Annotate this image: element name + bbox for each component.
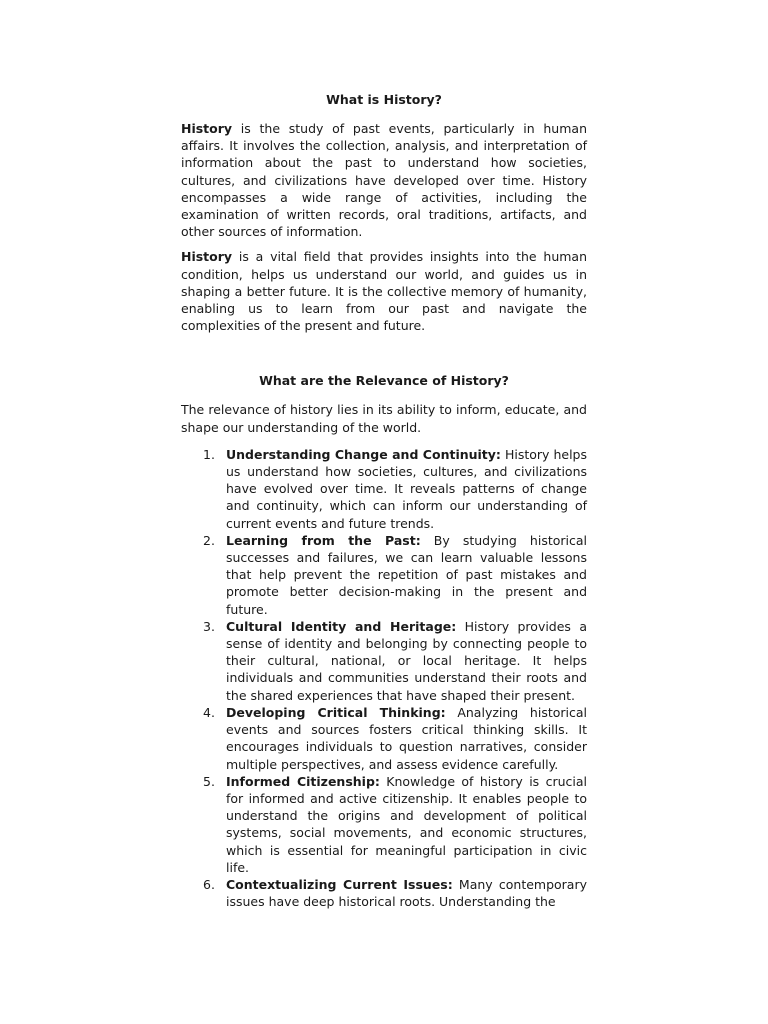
list-item [181,773,587,876]
list-text: Analyzing historical events and sources fosters critical thinking skills. It encourages individuals to question narratives, consider multiple perspectives, and assess evidence carefully. [226,704,587,772]
list-item [181,618,587,704]
list-number: 4. [203,704,215,720]
list-term: Understanding Change and Continuity: [226,446,501,462]
list-term: Contextualizing Current Issues: [226,876,453,892]
relevance-list [181,446,587,910]
list-term: Developing Critical Thinking: [226,704,446,720]
list-item [181,876,587,910]
paragraph-importance [181,248,587,334]
paragraph-text: is a vital field that provides insights into the human condition, helps us understand our world, and guides us in shaping a better future. It is the collective memory of humanity, enabling us to learn from our past and navigate the complexities of the present and future. [181,249,587,334]
list-number: 5. [203,773,215,789]
list-text: Many contemporary issues have deep historical roots. Understanding the [226,876,588,910]
list-term: Learning from the Past: [226,532,421,548]
list-text: Knowledge of history is crucial for informed and active citizenship. It enables people to understand the origins and development of political systems, social movements, and economic structures, which is essential for meaningful participation in civic life. [226,773,587,875]
paragraph-lead: History [181,121,233,136]
list-text: History provides a sense of identity and belonging by connecting people to their cultural, national, or local heritage. It helps individuals and communities understand their roots and the shared experiences that have shaped their present. [226,618,587,703]
list-item [181,704,587,773]
paragraph-definition [181,120,587,240]
list-number: 2. [203,532,215,548]
list-text: By studying historical successes and failures, we can learn valuable lessons that help prevent the repetition of past mistakes and promote better decision-making in the present and future. [226,532,587,617]
list-term: Cultural Identity and Heritage: [226,618,457,634]
list-item [181,532,587,618]
paragraph-lead: History [181,249,233,265]
list-number: 6. [203,876,215,892]
paragraph-relevance-intro: The relevance of history lies in its ability to inform, educate, and shape our understanding of the world. [181,402,587,435]
paragraph-text: is the study of past events, particularly in human affairs. It involves the collection, analysis, and interpretation of information about the past to understand how societies, cultures, and civilizations have developed over time. History encompasses a wide range of activities, including the examination of written records, oral traditions, artifacts, and other sources of information. [181,121,587,240]
list-term: Informed Citizenship: [226,773,380,789]
document-page [181,91,587,910]
section-heading-what-is-history: What is History? [326,92,442,107]
section-heading-relevance: What are the Relevance of History? [259,373,509,389]
list-number: 1. [203,446,215,462]
list-number: 3. [203,618,215,634]
list-item [181,446,587,532]
list-text: History helps us understand how societies, cultures, and civilizations have evolved over time. It reveals patterns of change and continuity, which can inform our understanding of current events and future trends. [226,446,587,531]
